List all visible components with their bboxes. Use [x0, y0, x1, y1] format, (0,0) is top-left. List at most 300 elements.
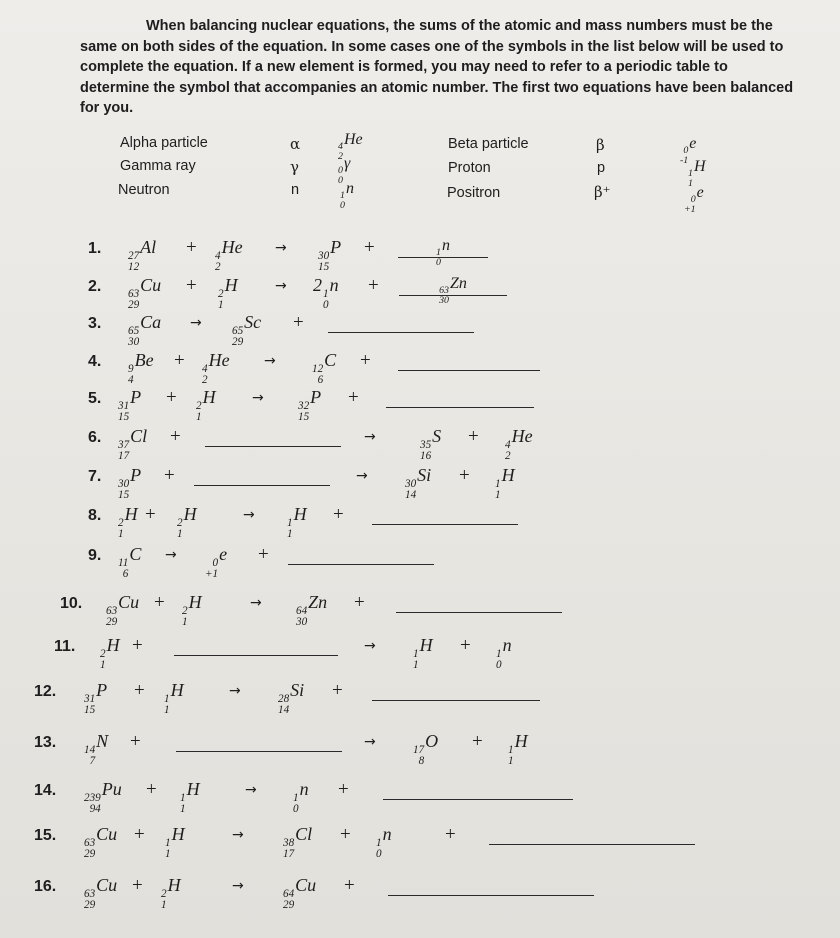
reactant-nuclide [180, 779, 200, 814]
problem-number: 15. [34, 827, 57, 844]
coefficient: 2 [313, 275, 322, 295]
product-nuclide [205, 544, 227, 579]
element-symbol: H [202, 387, 216, 407]
product-nuclide [405, 465, 431, 500]
product-nuclide [293, 779, 309, 814]
mass-number: 14 [84, 744, 96, 757]
element-symbol: n [299, 779, 309, 799]
atomic-number: 1 [196, 410, 202, 423]
reactant-nuclide [202, 350, 230, 385]
reaction-arrow: → [165, 547, 177, 563]
element-symbol: Zn [450, 275, 467, 292]
answer-blank[interactable] [383, 779, 573, 800]
mass-number: 1 [180, 792, 186, 805]
legend-neutron-name: Neutron [118, 182, 170, 198]
reactant-nuclide [84, 824, 117, 859]
legend-positron-notation: 0 +1 e [684, 184, 704, 215]
element-symbol: H [224, 275, 238, 295]
equation-row [0, 385, 840, 423]
atomic-number: 1 [495, 488, 501, 501]
mass-number: 63 [128, 288, 140, 301]
reactant-nuclide [118, 544, 141, 579]
plus-sign: + [332, 680, 343, 701]
mass-number: 27 [128, 250, 140, 263]
atomic-number: 0 [293, 802, 299, 815]
plus-sign: + [186, 275, 197, 296]
element-symbol: Si [417, 465, 432, 485]
reactant-nuclide [196, 387, 216, 422]
element-symbol: H [188, 592, 202, 612]
element-symbol: Al [140, 237, 157, 257]
equation-row [0, 633, 840, 671]
element-symbol: P [130, 465, 142, 485]
product-nuclide [287, 504, 307, 539]
product-nuclide [318, 237, 341, 272]
plus-sign: + [344, 875, 355, 896]
mass-number: 63 [106, 605, 118, 618]
mass-number: 30 [405, 478, 417, 491]
mass-number: 4 [202, 363, 208, 376]
equation-row [0, 424, 840, 462]
plus-sign: + [132, 635, 143, 656]
legend-alpha-name: Alpha particle [120, 135, 208, 151]
atomic-number: 29 [128, 298, 140, 311]
atomic-number: 0 [436, 256, 441, 268]
mass-number: 2 [196, 400, 202, 413]
legend-positron-name: Positron [447, 185, 501, 201]
product-nuclide [298, 387, 321, 422]
element-symbol: Cu [96, 824, 118, 844]
product-nuclide [495, 465, 515, 500]
mass-number: 2 [177, 517, 183, 530]
element-symbol: He [221, 237, 243, 257]
problem-number: 7. [88, 468, 102, 485]
legend-beta-notation: 0 -1 e [680, 135, 697, 166]
mass-number: 1 [376, 837, 382, 850]
element-symbol: Cl [295, 824, 313, 844]
plus-sign: + [468, 426, 479, 447]
atomic-number: 1 [164, 703, 170, 716]
reactant-nuclide [118, 465, 141, 500]
answer-blank[interactable] [398, 237, 488, 268]
mass-number: 1 [495, 478, 501, 491]
reaction-arrow: → [190, 315, 202, 331]
mass-number: 1 [164, 693, 170, 706]
element-symbol: He [511, 426, 533, 446]
atomic-number: 15 [298, 410, 310, 423]
problem-number: 12. [34, 683, 57, 700]
mass-number: 1 [293, 792, 299, 805]
plus-sign: + [130, 731, 141, 752]
product-nuclide [296, 592, 327, 627]
element-symbol: H [183, 504, 197, 524]
equation-row [0, 235, 840, 273]
answer-blank[interactable] [174, 635, 338, 656]
equation-row [0, 348, 840, 386]
atomic-number: 15 [118, 488, 130, 501]
mass-number: 30 [118, 478, 130, 491]
legend-neutron-symbol: n [291, 182, 300, 198]
element-symbol: N [96, 731, 109, 751]
element-symbol: H [167, 875, 181, 895]
product-nuclide [505, 426, 533, 461]
element-symbol: H [124, 504, 138, 524]
reactant-nuclide [118, 426, 147, 461]
mass-number: 239 [84, 792, 101, 805]
legend-gamma-notation: 0 0 γ [338, 155, 351, 186]
atomic-number: 6 [317, 373, 324, 386]
reactant-nuclide [84, 875, 117, 910]
plus-sign: + [293, 312, 304, 333]
mass-number: 1 [436, 247, 441, 259]
mass-number: 1 [508, 744, 514, 757]
plus-sign: + [445, 824, 456, 845]
equation-row [0, 729, 840, 767]
atomic-number: 7 [89, 754, 96, 767]
plus-sign: + [258, 544, 269, 565]
element-symbol: H [186, 779, 200, 799]
answer-blank[interactable] [288, 544, 434, 565]
plus-sign: + [364, 237, 375, 258]
equation-row [0, 678, 840, 716]
plus-sign: + [459, 465, 470, 486]
reaction-arrow: → [364, 734, 376, 750]
element-symbol: n [502, 635, 512, 655]
atomic-number: 17 [118, 449, 130, 462]
problem-number: 3. [88, 315, 102, 332]
atomic-number: 30 [439, 294, 449, 306]
atomic-number: 30 [128, 335, 140, 348]
mass-number: 31 [84, 693, 96, 706]
atomic-number: 1 [413, 658, 419, 671]
atomic-number: 12 [128, 260, 140, 273]
answer-blank[interactable] [194, 465, 330, 486]
answer-blank[interactable] [372, 504, 518, 525]
answer-blank[interactable] [399, 275, 507, 306]
problem-number: 10. [60, 595, 83, 612]
plus-sign: + [340, 824, 351, 845]
reactant-nuclide [84, 731, 108, 766]
answer-blank[interactable] [176, 731, 342, 752]
element-symbol: P [330, 237, 342, 257]
reaction-arrow: → [229, 683, 241, 699]
reaction-arrow: → [264, 353, 276, 369]
reaction-arrow: → [252, 390, 264, 406]
legend-proton-symbol: p [597, 160, 606, 176]
equation-row [0, 310, 840, 348]
reactant-nuclide [165, 824, 185, 859]
mass-number: 28 [278, 693, 290, 706]
element-symbol: n [441, 237, 450, 254]
product-nuclide [323, 275, 339, 310]
atomic-number: 15 [84, 703, 96, 716]
problem-number: 5. [88, 390, 102, 407]
product-nuclide [283, 824, 312, 859]
atomic-number: 29 [232, 335, 244, 348]
atomic-number: 2 [215, 260, 221, 273]
product-nuclide [420, 426, 441, 461]
problem-number: 2. [88, 278, 102, 295]
plus-sign: + [354, 592, 365, 613]
atomic-number: 16 [420, 449, 432, 462]
element-symbol: C [324, 350, 337, 370]
mass-number: 0 [212, 557, 219, 570]
atomic-number: 0 [376, 847, 382, 860]
element-symbol: Sc [244, 312, 262, 332]
mass-number: 2 [182, 605, 188, 618]
mass-number: 17 [413, 744, 425, 757]
legend-proton-name: Proton [448, 160, 491, 176]
mass-number: 1 [323, 288, 329, 301]
reactant-nuclide [164, 680, 184, 715]
product-nuclide [508, 731, 528, 766]
atomic-number: 1 [165, 847, 171, 860]
reaction-arrow: → [243, 507, 255, 523]
atomic-number: 1 [287, 527, 293, 540]
equation-row [0, 822, 840, 860]
legend-gamma-symbol: γ [290, 158, 299, 176]
reactant-nuclide [106, 592, 139, 627]
reactant-nuclide [182, 592, 202, 627]
atomic-number: 8 [418, 754, 425, 767]
reaction-arrow: → [356, 468, 368, 484]
element-symbol: H [419, 635, 433, 655]
plus-sign: + [348, 387, 359, 408]
atomic-number: 2 [202, 373, 208, 386]
plus-sign: + [146, 779, 157, 800]
reactant-nuclide [128, 312, 161, 347]
reactant-nuclide [100, 635, 120, 670]
mass-number: 1 [496, 648, 502, 661]
legend-alpha-symbol: α [290, 135, 301, 153]
problem-number: 16. [34, 878, 57, 895]
mass-number: 65 [128, 325, 140, 338]
element-symbol: H [501, 465, 515, 485]
plus-sign: + [472, 731, 483, 752]
reaction-arrow: → [245, 782, 257, 798]
product-nuclide [413, 731, 438, 766]
atomic-number: 1 [118, 527, 124, 540]
filled-answer [439, 275, 467, 306]
plus-sign: + [132, 875, 143, 896]
element-symbol: H [171, 824, 185, 844]
reactant-nuclide [84, 680, 107, 715]
legend-beta-name: Beta particle [448, 136, 529, 152]
reactant-nuclide [161, 875, 181, 910]
element-symbol: H [514, 731, 528, 751]
product-nuclide [413, 635, 433, 670]
plus-sign: + [145, 504, 156, 525]
mass-number: 12 [312, 363, 324, 376]
legend-positron-symbol: β⁺ [594, 183, 611, 201]
plus-sign: + [166, 387, 177, 408]
plus-sign: + [333, 504, 344, 525]
equation-row [0, 502, 840, 540]
element-symbol: Be [134, 350, 154, 370]
answer-blank[interactable] [398, 350, 540, 371]
product-nuclide [278, 680, 304, 715]
atomic-number: 14 [405, 488, 417, 501]
problem-number: 1. [88, 240, 102, 257]
plus-sign: + [368, 275, 379, 296]
plus-sign: + [460, 635, 471, 656]
problem-number: 6. [88, 429, 102, 446]
atomic-number: 6 [122, 567, 129, 580]
element-symbol: C [129, 544, 142, 564]
equation-row [0, 590, 840, 628]
element-symbol: Cu [96, 875, 118, 895]
atomic-number: 29 [84, 847, 96, 860]
element-symbol: P [96, 680, 108, 700]
problem-number: 14. [34, 782, 57, 799]
mass-number: 2 [218, 288, 224, 301]
reaction-arrow: → [250, 595, 262, 611]
answer-blank[interactable] [396, 592, 562, 613]
element-symbol: Pu [101, 779, 122, 799]
problem-number: 8. [88, 507, 102, 524]
element-symbol: Zn [308, 592, 328, 612]
element-symbol: Cu [295, 875, 317, 895]
answer-blank[interactable] [328, 312, 474, 333]
plus-sign: + [134, 824, 145, 845]
reactant-nuclide [128, 350, 154, 385]
legend-proton-notation: 1 1 H [688, 158, 706, 189]
answer-blank[interactable] [205, 426, 341, 447]
atomic-number: 1 [508, 754, 514, 767]
instructions-paragraph: When balancing nuclear equations, the sums of the atomic and mass numbers must be the same on both sides of the equation. In some cases one of the symbols in the list below will be used to complete the equation. If a new element is formed, you may need to refer to a periodic table to determine the symbol that accompanies an atomic number. The first two equations have been balanced for you. [80, 18, 794, 116]
answer-blank[interactable] [489, 824, 695, 845]
mass-number: 1 [413, 648, 419, 661]
atomic-number: +1 [205, 567, 219, 580]
mass-number: 32 [298, 400, 310, 413]
element-symbol: H [293, 504, 307, 524]
mass-number: 31 [118, 400, 130, 413]
problem-number: 4. [88, 353, 102, 370]
problem-number: 13. [34, 734, 57, 751]
atomic-number: 29 [106, 615, 118, 628]
legend-beta-symbol: β [596, 136, 605, 154]
element-symbol: Ca [140, 312, 162, 332]
element-symbol: n [329, 275, 339, 295]
atomic-number: 17 [283, 847, 295, 860]
plus-sign: + [186, 237, 197, 258]
atomic-number: 2 [505, 449, 511, 462]
atomic-number: 29 [84, 898, 96, 911]
reactant-nuclide [118, 387, 141, 422]
atomic-number: 29 [283, 898, 295, 911]
element-symbol: Cu [140, 275, 162, 295]
mass-number: 1 [165, 837, 171, 850]
legend-alpha-notation: 4 2 He [338, 131, 363, 162]
element-symbol: Cl [130, 426, 148, 446]
equation-row [0, 777, 840, 815]
atomic-number: 94 [89, 802, 101, 815]
mass-number: 63 [84, 837, 96, 850]
atomic-number: 0 [323, 298, 329, 311]
atomic-number: 1 [218, 298, 224, 311]
reaction-arrow: → [364, 429, 376, 445]
answer-blank[interactable] [388, 875, 594, 896]
element-symbol: H [170, 680, 184, 700]
atomic-number: 1 [161, 898, 167, 911]
reactant-nuclide [128, 237, 156, 272]
product-nuclide [496, 635, 512, 670]
element-symbol: P [130, 387, 142, 407]
answer-blank[interactable] [386, 387, 534, 408]
plus-sign: + [174, 350, 185, 371]
element-symbol: P [310, 387, 322, 407]
atomic-number: 1 [177, 527, 183, 540]
filled-answer [436, 237, 450, 268]
product-nuclide [376, 824, 392, 859]
atomic-number: 15 [118, 410, 130, 423]
plus-sign: + [360, 350, 371, 371]
reactant-nuclide [177, 504, 197, 539]
mass-number: 35 [420, 439, 432, 452]
mass-number: 63 [84, 888, 96, 901]
legend-gamma-name: Gamma ray [120, 158, 196, 174]
legend-neutron-notation: 1 0 n [340, 180, 354, 211]
element-symbol: e [219, 544, 228, 564]
atomic-number: 4 [128, 373, 134, 386]
equation-row [0, 873, 840, 911]
atomic-number: 0 [496, 658, 502, 671]
atomic-number: 1 [182, 615, 188, 628]
mass-number: 9 [128, 363, 134, 376]
atomic-number: 14 [278, 703, 290, 716]
mass-number: 65 [232, 325, 244, 338]
reactant-nuclide [128, 275, 161, 310]
atomic-number: 1 [180, 802, 186, 815]
element-symbol: Cu [118, 592, 140, 612]
element-symbol: O [425, 731, 439, 751]
mass-number: 30 [318, 250, 330, 263]
equation-row [0, 542, 840, 580]
element-symbol: He [208, 350, 230, 370]
element-symbol: Si [290, 680, 305, 700]
mass-number: 64 [296, 605, 308, 618]
atomic-number: 15 [318, 260, 330, 273]
atomic-number: 30 [296, 615, 308, 628]
plus-sign: + [154, 592, 165, 613]
equation-row [0, 273, 840, 311]
element-symbol: S [432, 426, 442, 446]
reaction-arrow: → [275, 278, 287, 294]
plus-sign: + [164, 465, 175, 486]
equation-row [0, 463, 840, 501]
plus-sign: + [134, 680, 145, 701]
product-nuclide [232, 312, 261, 347]
reaction-arrow: → [232, 827, 244, 843]
plus-sign: + [170, 426, 181, 447]
plus-sign: + [338, 779, 349, 800]
reactant-nuclide [218, 275, 238, 310]
mass-number: 4 [215, 250, 221, 263]
reactant-nuclide [84, 779, 122, 814]
reaction-arrow: → [275, 240, 287, 256]
mass-number: 64 [283, 888, 295, 901]
mass-number: 2 [118, 517, 124, 530]
mass-number: 2 [100, 648, 106, 661]
mass-number: 37 [118, 439, 130, 452]
problem-number: 9. [88, 547, 102, 564]
product-nuclide [283, 875, 316, 910]
mass-number: 11 [118, 557, 129, 570]
mass-number: 4 [505, 439, 511, 452]
reaction-arrow: → [232, 878, 244, 894]
answer-blank[interactable] [372, 680, 540, 701]
mass-number: 2 [161, 888, 167, 901]
